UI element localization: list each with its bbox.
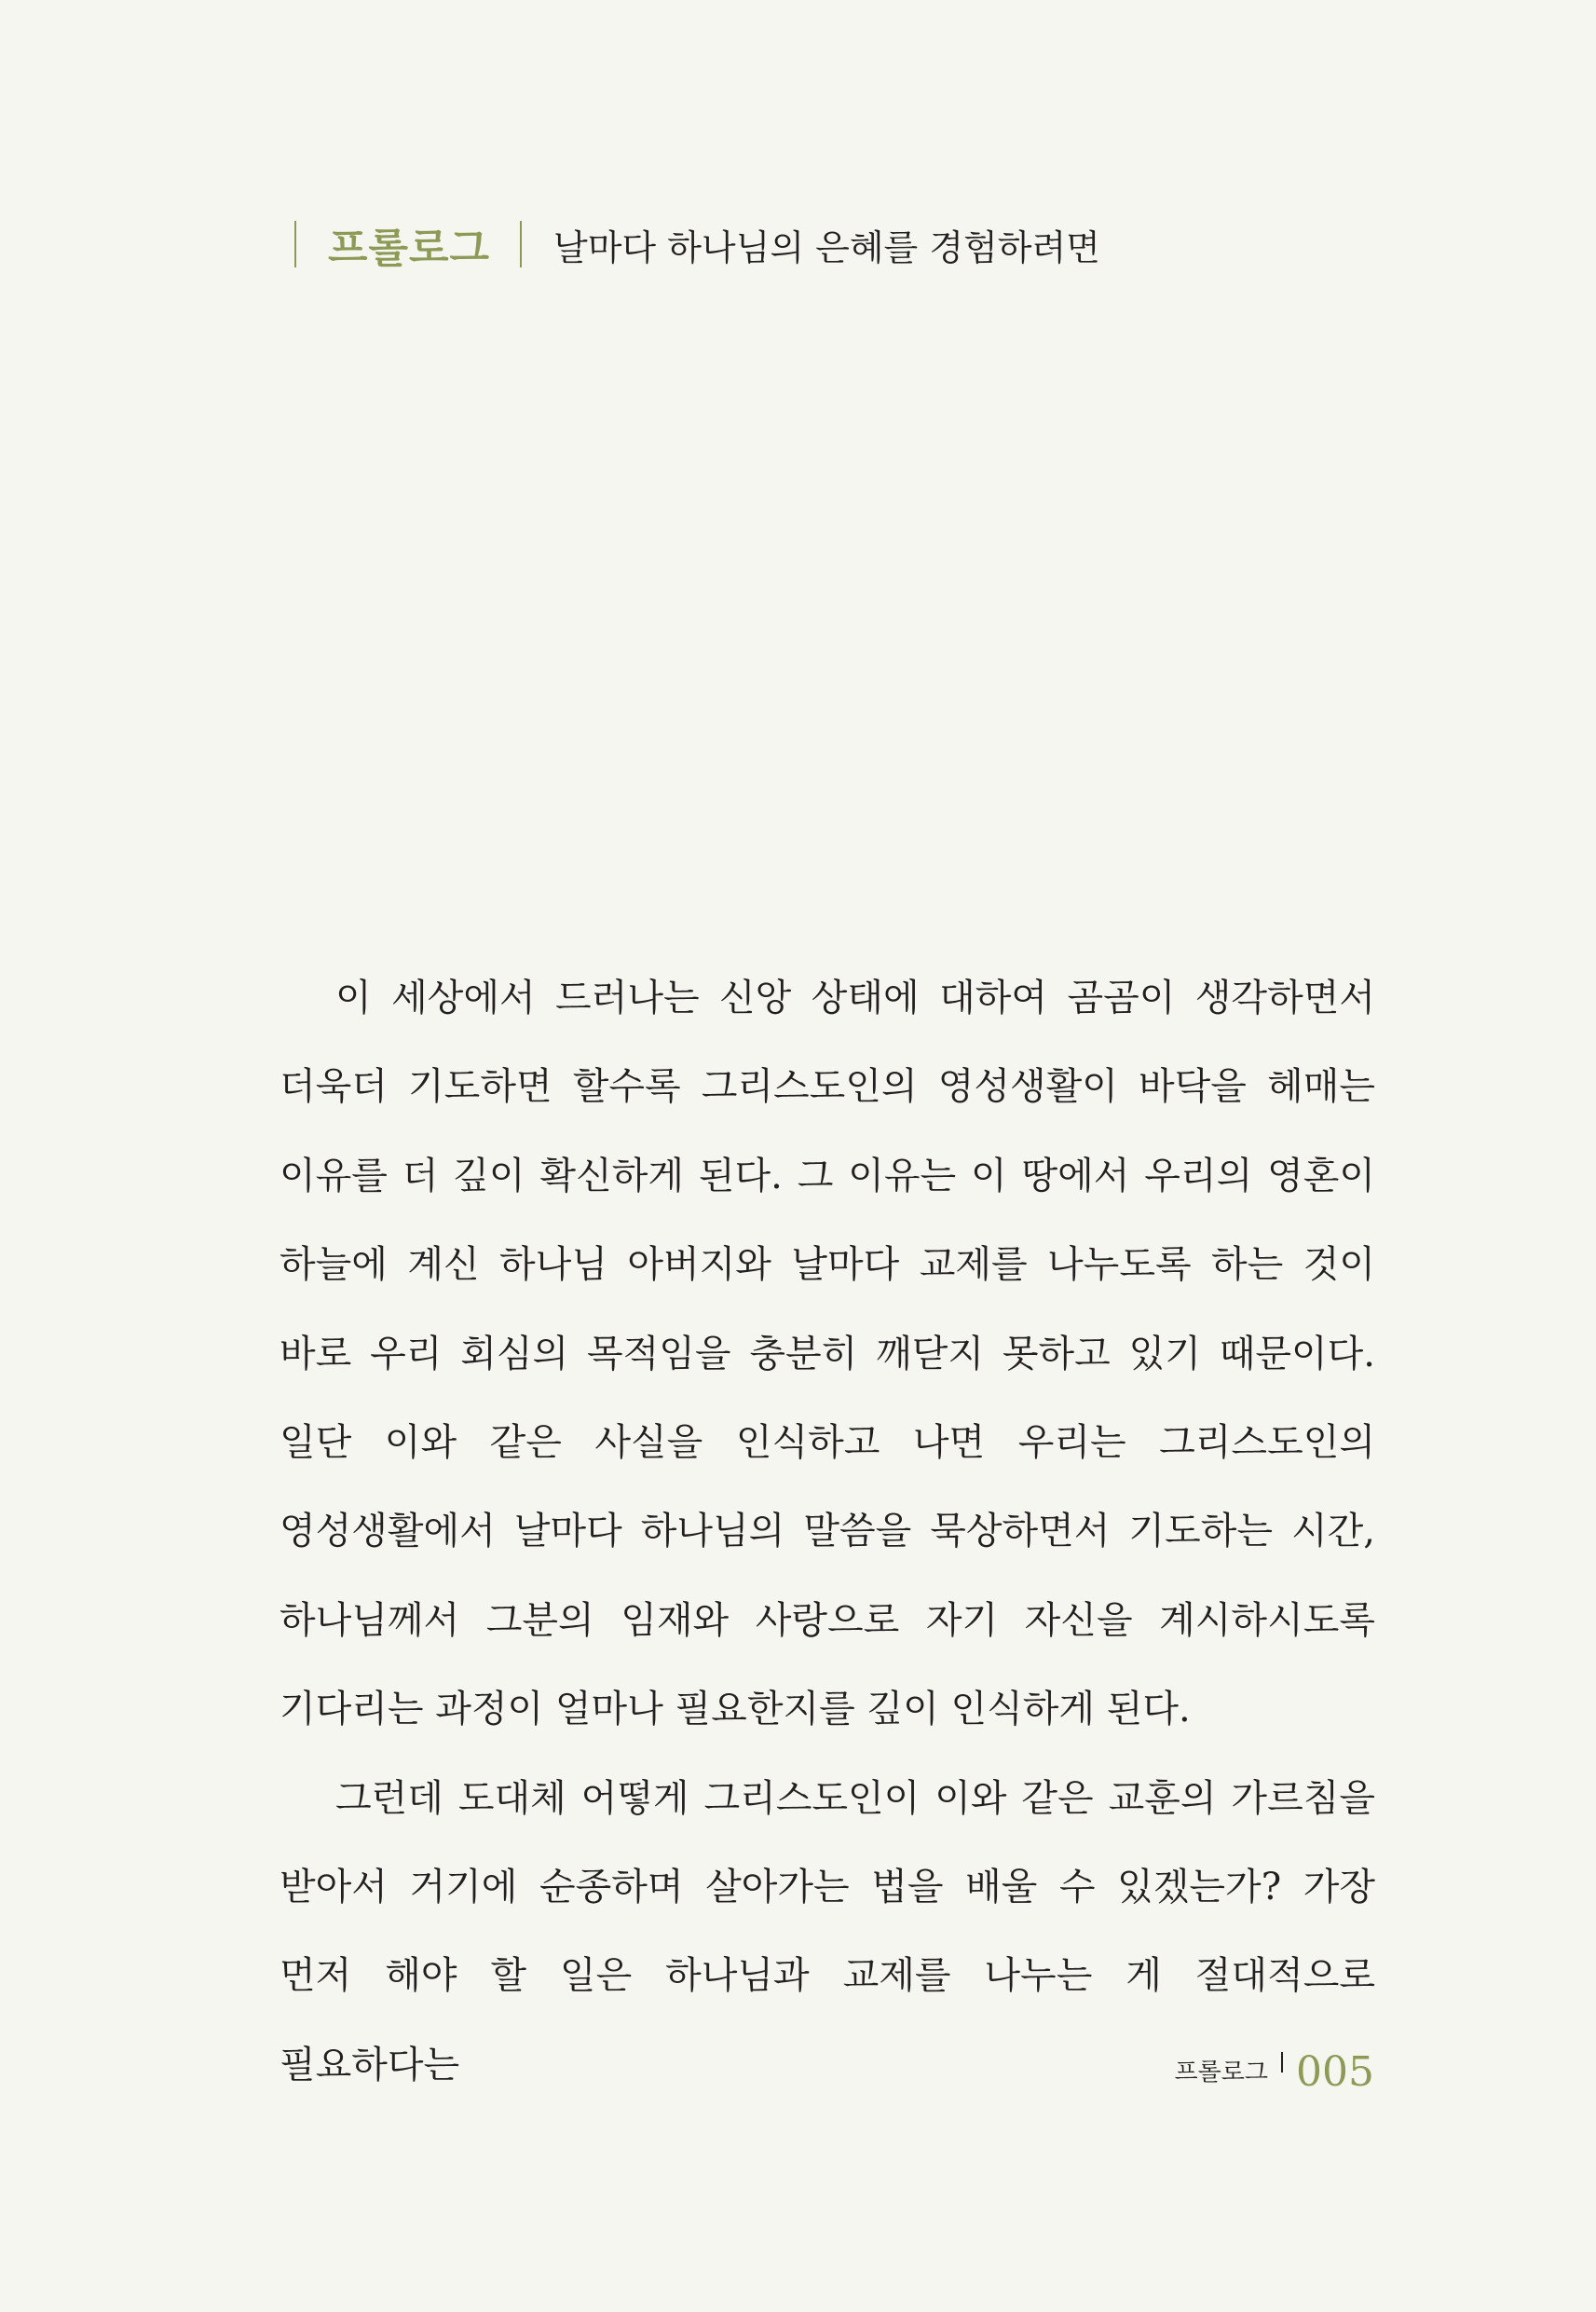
header-chapter-title: 날마다 하나님의 은혜를 경험하려면	[553, 226, 1100, 268]
header-divider-right	[520, 221, 522, 267]
footer-divider	[1281, 2052, 1283, 2073]
footer-section-label: 프롤로그	[1174, 2059, 1269, 2086]
paragraph-2: 그런데 도대체 어떻게 그리스도인이 이와 같은 교훈의 가르침을 받아서 거기에 순종하며 살아가는 법을 배울 수 있겠는가? 가장 먼저 해야 할 일은 하나님과 교제를 나누는 게 절대적으로 필요하다는	[280, 1776, 1375, 2086]
page-footer	[1174, 2048, 1374, 2096]
header-divider-left	[294, 221, 296, 267]
paragraph-1: 이 세상에서 드러나는 신앙 상태에 대하여 곰곰이 생각하면서 더욱더 기도하면 할수록 그리스도인의 영성생활이 바닥을 헤매는 이유를 더 깊이 확신하게 된다. 그 이유는 이 땅에서 우리의 영혼이 하늘에 계신 하나님 아버지와 날마다 교제를 나누도록 하는 것이 바로 우리 회심의 목적임을 충분히 깨닫지 못하고 있기 때문이다. 일단 이와 같은 사실을 인식하고 나면 우리는 그리스도인의 영성생활에서 날마다 하나님의 말씀을 묵상하면서 기도하는 시간, 하나님께서 그분의 임재와 사랑으로 자기 자신을 계시하시도록 기다리는 과정이 얼마나 필요한지를 깊이 인식하게 된다.	[280, 977, 1375, 1731]
header-section-label: 프롤로그	[328, 225, 491, 272]
body-text	[280, 954, 1375, 2110]
running-header	[294, 216, 1100, 272]
page-number: 005	[1296, 2048, 1374, 2096]
